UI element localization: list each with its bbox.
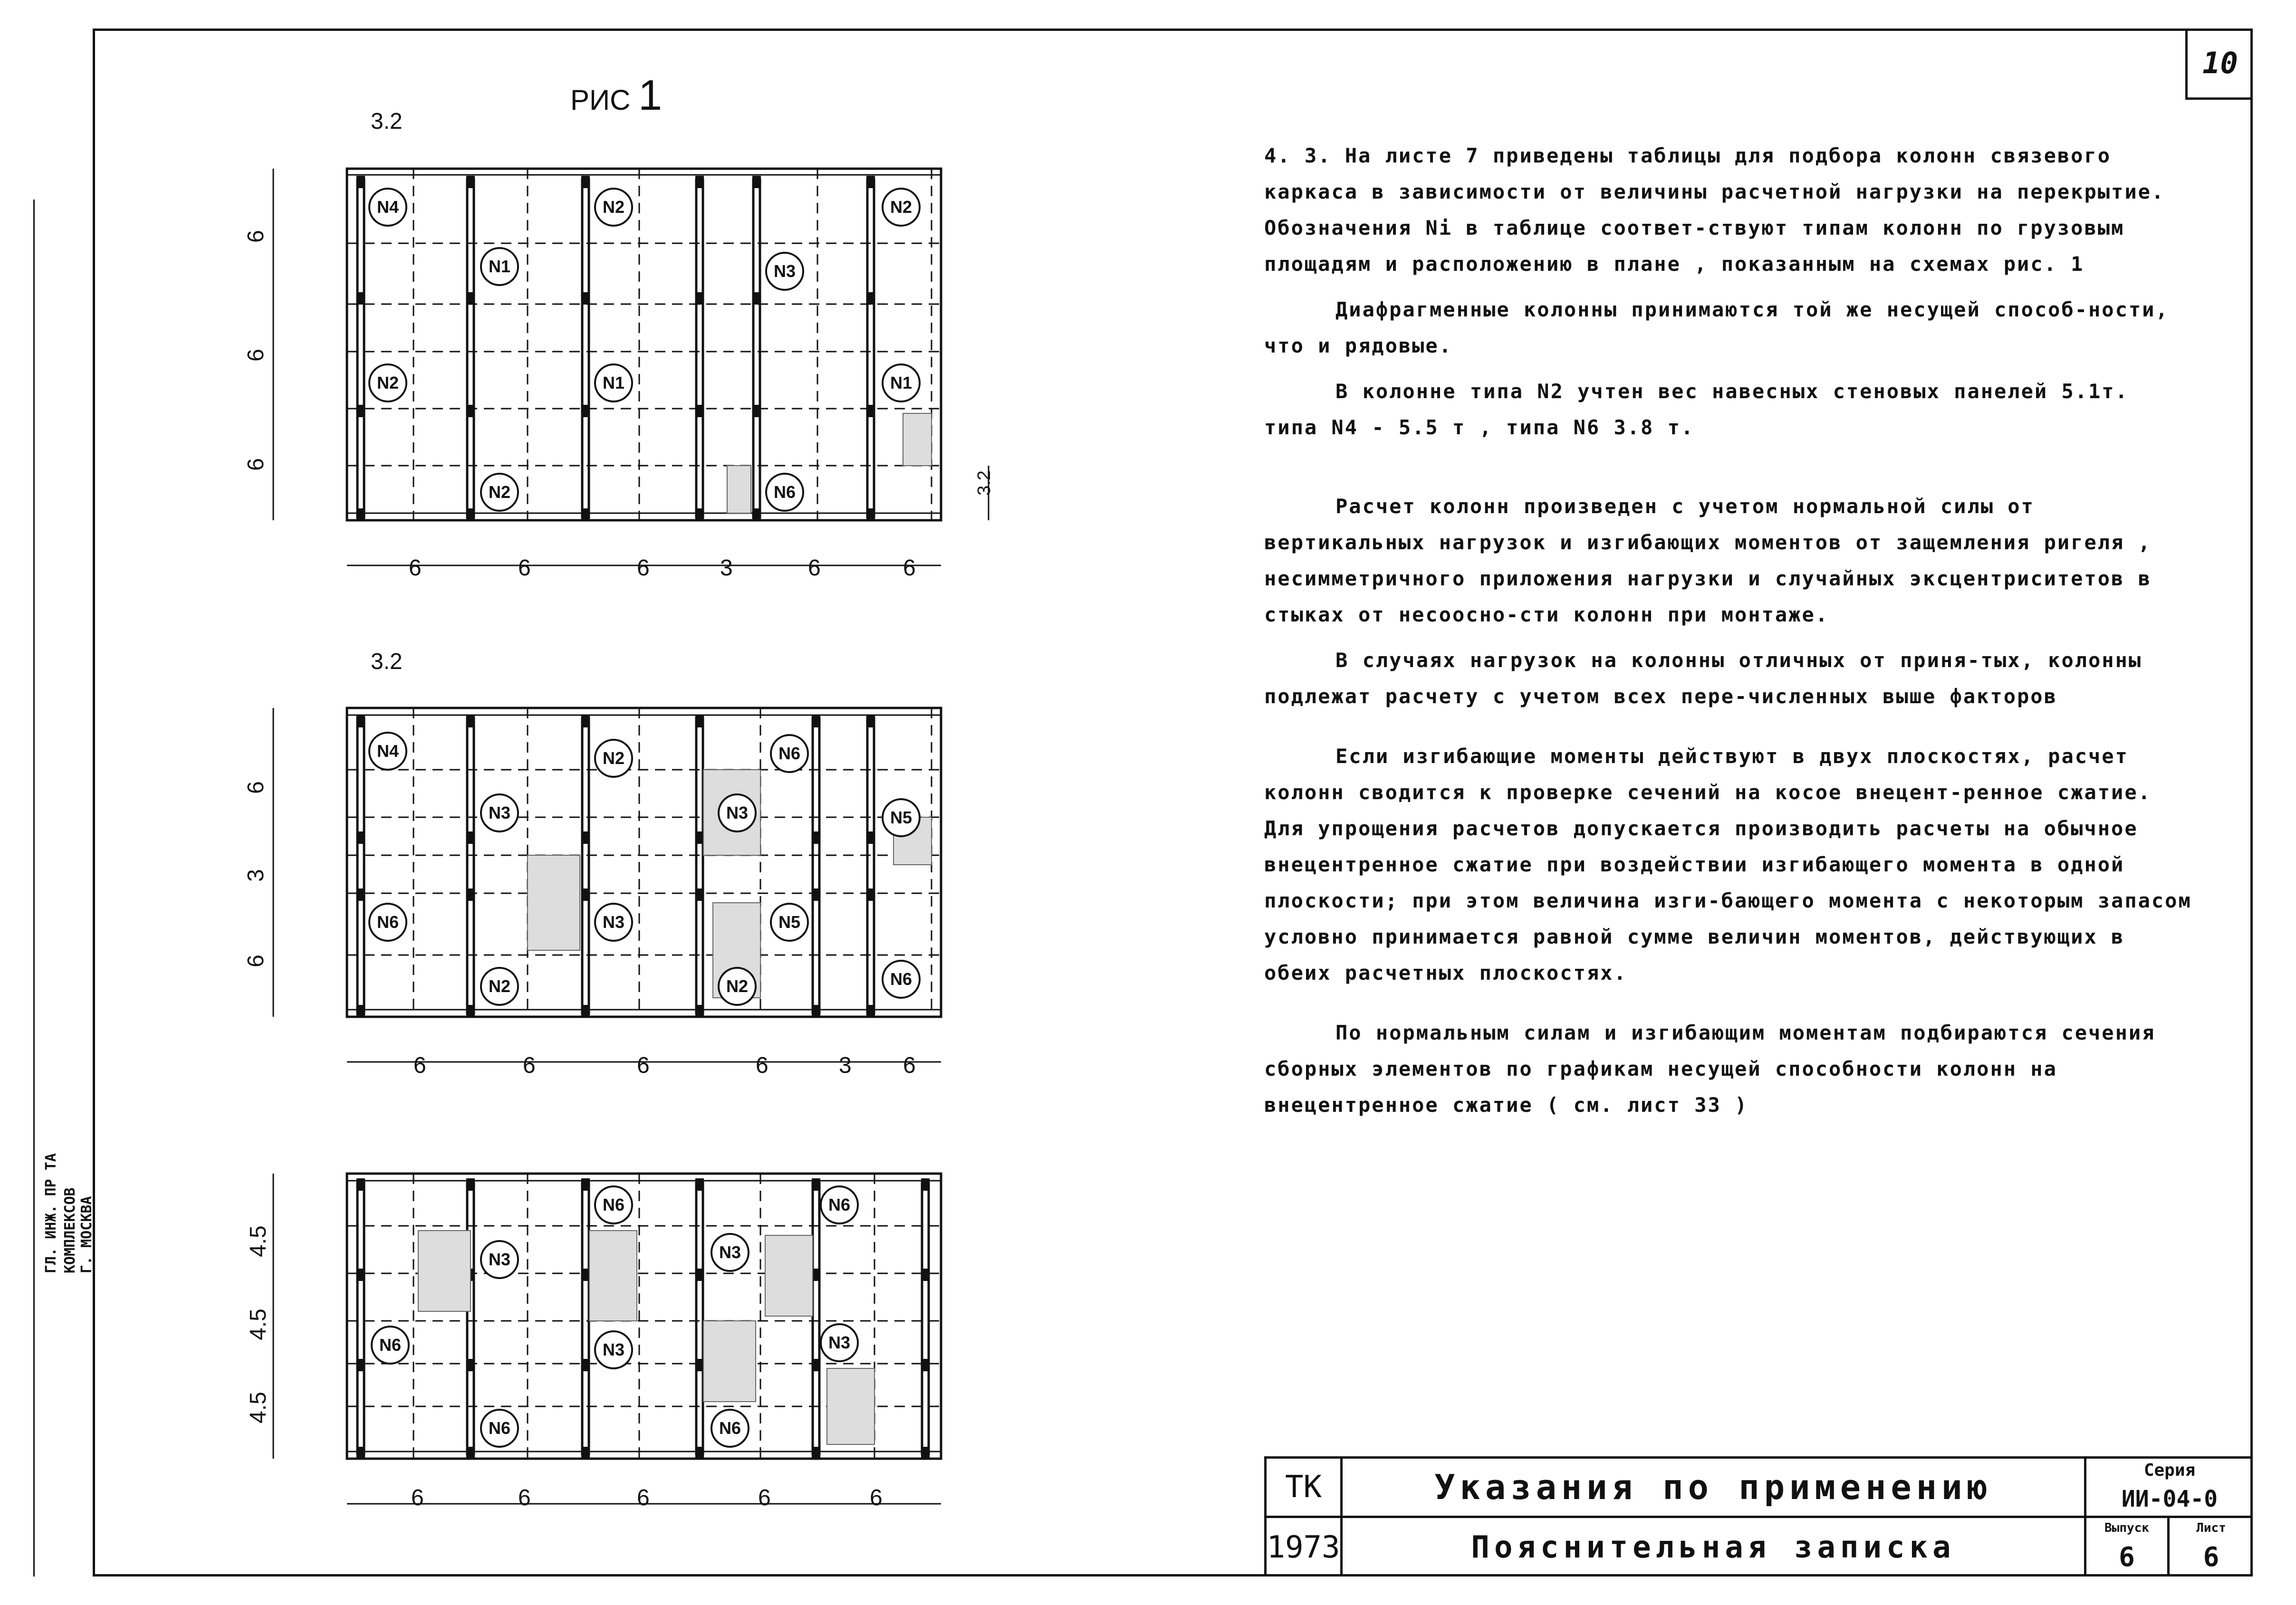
figure-number: 1	[638, 72, 663, 119]
plan3-row-dim-3: 4.5	[245, 1392, 271, 1423]
figure-label: РИС	[570, 84, 631, 116]
plan3-mark: N3	[820, 1323, 859, 1362]
plan3-mark: N6	[711, 1409, 749, 1448]
plan2-mark: N4	[368, 732, 407, 771]
plan1-row-dim-1: 6	[243, 230, 269, 243]
plan1-mark: N1	[594, 363, 633, 402]
plan2-col-dim-4: 6	[756, 1053, 769, 1078]
plan2-mark: N2	[718, 967, 757, 1006]
plan1-col-dim-5: 6	[808, 555, 821, 581]
plan2-top-dim: 3.2	[371, 649, 403, 674]
plan1-col-dim-4: 3	[720, 555, 733, 581]
plan3-mark: N6	[820, 1185, 859, 1224]
plan1-mark: N3	[765, 252, 804, 291]
plan3-col-dim-4: 6	[758, 1485, 771, 1510]
plan1-mark: N2	[594, 188, 633, 227]
plan2-mark: N5	[770, 903, 809, 942]
plan3-col-dim-2: 6	[518, 1485, 531, 1510]
tb-issue-label: Выпуск	[2104, 1521, 2149, 1535]
plan2-row-dim-2: 3	[243, 869, 269, 882]
plan1-mark: N2	[882, 188, 921, 227]
tb-title-1: Указания по применению	[1434, 1467, 1992, 1507]
plan2-mark: N3	[718, 793, 757, 832]
plan3-col-dim-1: 6	[411, 1485, 424, 1510]
plan3-col-dim-5: 6	[870, 1485, 883, 1510]
plan2-mark: N2	[480, 967, 519, 1006]
plan2-col-dim-1: 6	[413, 1053, 426, 1078]
tb-issue: 6	[2119, 1542, 2135, 1573]
plan1-row-dim-2: 6	[243, 349, 269, 362]
paragraph-4-3: 4. 3. На листе 7 приведены таблицы для подбора колонн связевого каркаса в зависимости от величины расчетной нагрузки на перекрытие. Обозначения Ni в таблице соответ-ствуют типам колонн по грузовым площадям и расположению в плане , показанным на схемах рис. 1	[1264, 144, 2165, 276]
explanatory-text	[1264, 138, 2196, 1133]
plan1-mark: N2	[480, 473, 519, 512]
plan2-col-dim-2: 6	[523, 1053, 536, 1078]
plan1-mark: N1	[882, 363, 921, 402]
tb-series-label: Серия	[2143, 1460, 2196, 1480]
plan3-mark: N3	[480, 1240, 519, 1279]
plan3-row-dim-2: 4.5	[245, 1309, 271, 1340]
plan2-mark: N3	[480, 793, 519, 832]
stamp-city: Г. МОСКВА	[78, 1196, 95, 1273]
plan2-mark: N2	[594, 739, 633, 778]
paragraph-diaphragm: Диафрагменные колонны принимаются той же несущей способ-ности, что и рядовые.	[1264, 298, 2169, 357]
plan2-col-dim-6: 6	[903, 1053, 916, 1078]
plan1-col-dim-3: 6	[637, 555, 650, 581]
plan3-mark: N3	[711, 1233, 749, 1272]
plan2-mark: N6	[770, 734, 809, 773]
plan2-col-dim-5: 3	[839, 1053, 852, 1078]
paragraph-other-loads: В случаях нагрузок на колонны отличных от приня-тых, колонны подлежат расчету с учетом всех пере-численных выше факторов	[1264, 649, 2142, 708]
plan2-row-dim-3: 6	[243, 955, 269, 967]
tb-year: 1973	[1267, 1529, 1340, 1565]
plan3-row-dim-1: 4.5	[245, 1225, 271, 1257]
plan1-col-dim-2: 6	[518, 555, 531, 581]
paragraph-bending: Если изгибающие моменты действуют в двух плоскостях, расчет колонн сводится к проверке сечений на косое внецент-ренное сжатие. Для упрощения расчетов допускается производить расчеты на обычное внецентренное сжатие при воздействии изгибающего момента в одной плоскости; при этом величина изги-бающего момента с некоторым запасом условно принимается равной сумме величин моментов, действующих в обеих расчетных плоскостях.	[1264, 745, 2192, 984]
tb-series: ИИ-04-0	[2121, 1486, 2218, 1512]
plan2-col-dim-3: 6	[637, 1053, 650, 1078]
tb-title-2: Пояснительная записка	[1471, 1529, 1956, 1565]
plan3-mark: N6	[371, 1326, 410, 1365]
stamp-role: ГЛ. ИНЖ. ПР ТА	[43, 1153, 59, 1273]
tb-sheet-label: Лист	[2196, 1521, 2226, 1535]
plan3-mark: N6	[480, 1409, 519, 1448]
plan1-mark: N2	[368, 363, 407, 402]
plan1-mark: N4	[368, 188, 407, 227]
title-block	[1264, 1456, 2253, 1576]
plan1-top-dim: 3.2	[371, 109, 403, 134]
paragraph-panels: В колонне типа N2 учтен вес навесных стеновых панелей 5.1т. типа N4 - 5.5 т , типа N6 3.8 т.	[1264, 380, 2129, 439]
sheet-number: 10	[2185, 29, 2253, 100]
paragraph-selection: По нормальным силам и изгибающим моментам подбираются сечения сборных элементов по графикам несущей способности колонн на внецентренное сжатие ( см. лист 33 )	[1264, 1021, 2156, 1117]
tb-org: ТК	[1285, 1470, 1322, 1505]
plan3-mark: N6	[594, 1185, 633, 1224]
paragraph-calculation: Расчет колонн произведен с учетом нормальной силы от вертикальных нагрузок и изгибающих моментов от защемления ригеля , несимметричного приложения нагрузки и случайных эксцентриситетов в стыках от несоосно-сти колонн при монтаже.	[1264, 495, 2152, 626]
plan1-side-dim: 3.2	[974, 470, 994, 496]
plan3-mark: N3	[594, 1330, 633, 1369]
stamp-org: КОМПЛЕКСОВ	[62, 1187, 78, 1273]
plan1-col-dim-1: 6	[409, 555, 422, 581]
plan3-col-dim-3: 6	[637, 1485, 650, 1510]
plan2-row-dim-1: 6	[243, 781, 269, 794]
plan1-row-dim-3: 6	[243, 458, 269, 471]
plan2-mark: N6	[368, 903, 407, 942]
plan2-mark: N3	[594, 903, 633, 942]
plan1-mark: N1	[480, 247, 519, 286]
plan2-mark: N6	[882, 960, 921, 999]
plan1-col-dim-6: 6	[903, 555, 916, 581]
plan2-mark: N5	[882, 798, 921, 837]
tb-sheet: 6	[2203, 1542, 2219, 1573]
plan1-mark: N6	[765, 473, 804, 512]
